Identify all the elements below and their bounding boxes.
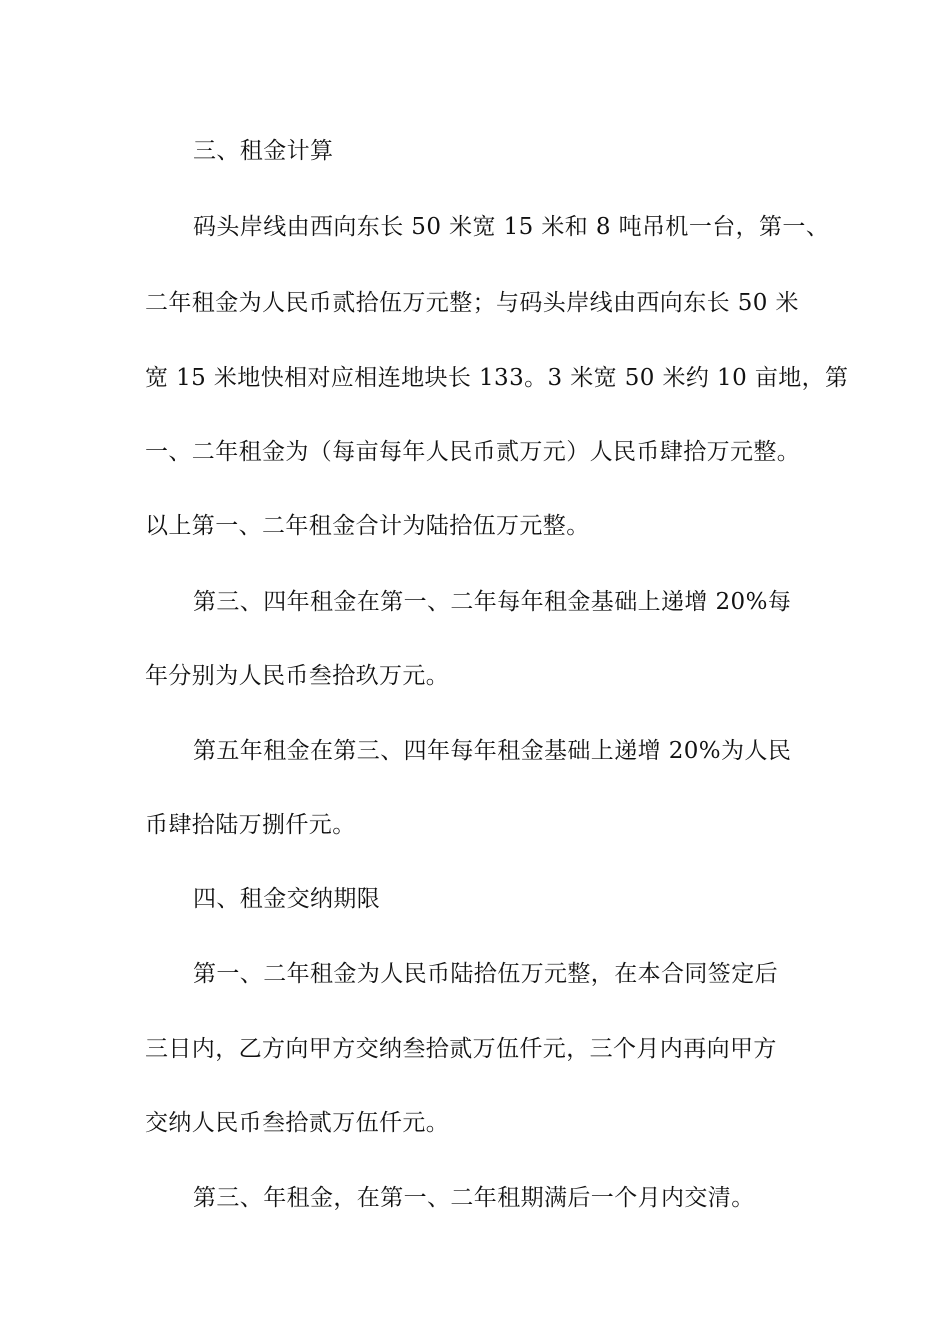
paragraph-line: 三日内，乙方向甲方交纳叁拾贰万伍仟元，三个月内再向甲方 (145, 1036, 777, 1062)
paragraph-line: 码头岸线由西向东长 50 米宽 15 米和 8 吨吊机一台，第一、 (193, 214, 830, 240)
paragraph-line: 第五年租金在第三、四年每年租金基础上递增 20%为人民 (193, 738, 792, 764)
paragraph-line: 第三、年租金，在第一、二年租期满后一个月内交清。 (193, 1185, 755, 1211)
section-heading-rent-calculation: 三、租金计算 (193, 138, 334, 164)
paragraph-line: 一、二年租金为（每亩每年人民币贰万元）人民币肆拾万元整。 (145, 439, 801, 465)
section-heading-payment-deadline: 四、租金交纳期限 (193, 886, 381, 912)
paragraph-line: 以上第一、二年租金合计为陆拾伍万元整。 (145, 513, 590, 539)
paragraph-line: 币肆拾陆万捌仟元。 (145, 812, 356, 838)
paragraph-line: 二年租金为人民币贰拾伍万元整；与码头岸线由西向东长 50 米 (145, 290, 799, 316)
paragraph-line: 年分别为人民币叁拾玖万元。 (145, 663, 450, 689)
paragraph-line: 宽 15 米地快相对应相连地块长 133。3 米宽 50 米约 10 亩地，第 (145, 365, 849, 391)
paragraph-line: 第一、二年租金为人民币陆拾伍万元整，在本合同签定后 (193, 961, 778, 987)
paragraph-line: 交纳人民币叁拾贰万伍仟元。 (145, 1110, 450, 1136)
paragraph-line: 第三、四年租金在第一、二年每年租金基础上递增 20%每 (193, 589, 792, 615)
